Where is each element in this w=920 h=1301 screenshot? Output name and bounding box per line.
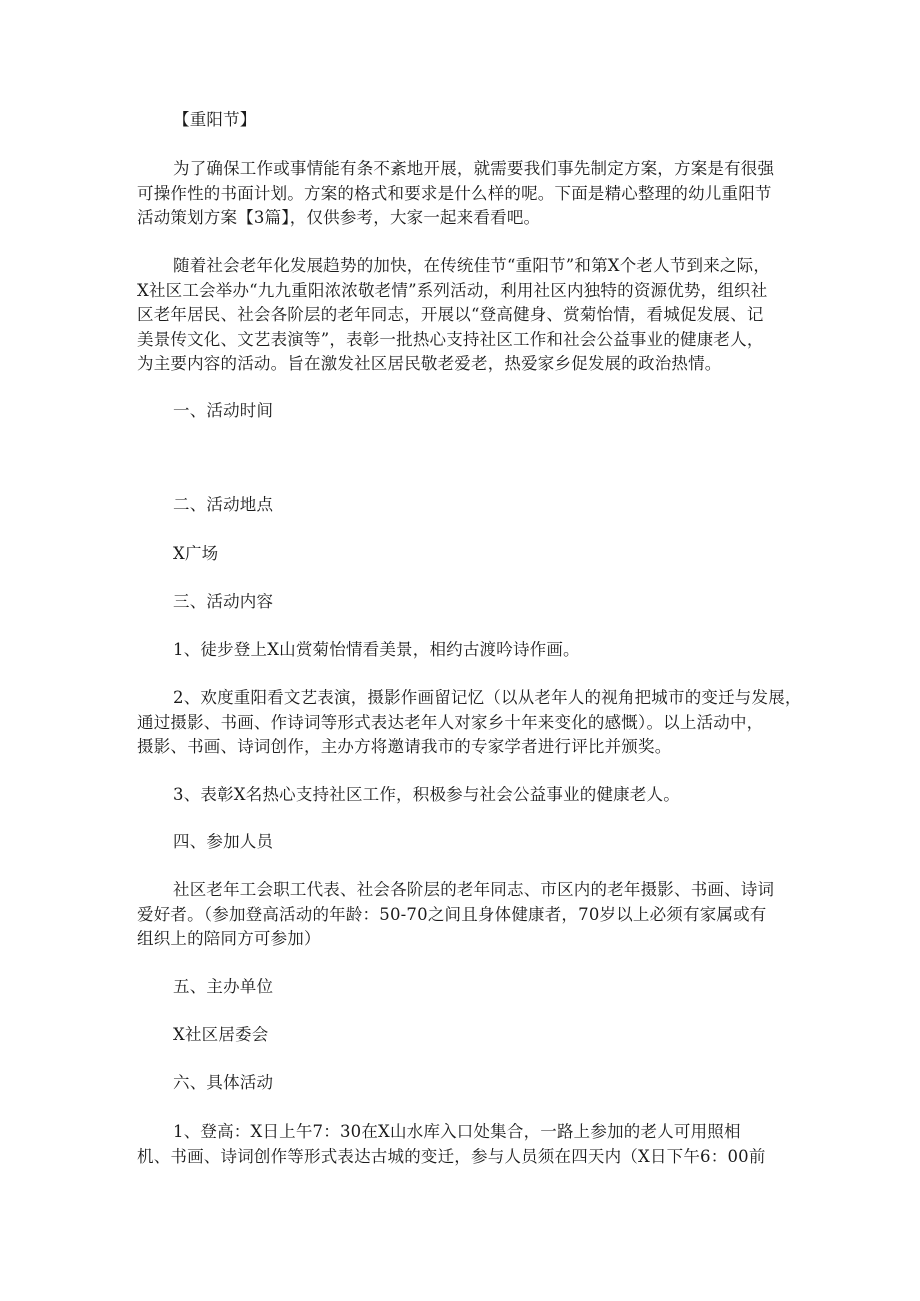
section-title-text: 六、具体活动 — [173, 1073, 274, 1092]
heading-text: 【重阳节】 — [173, 110, 257, 129]
background-line: X社区工会举办“九九重阳浓浓敬老情”系列活动，利用社区内独特的资源优势，组织社 — [137, 280, 768, 300]
body-line: 社区老年工会职工代表、社会各阶层的老年同志、市区内的老年摄影、书画、诗词 — [173, 880, 775, 899]
body-text: 1、徒步登上X山赏菊怡情看美景，相约古渡吟诗作画。 — [173, 640, 580, 659]
content-item-1 — [137, 638, 787, 663]
background-line: 区老年居民、社会各阶层的老年同志，开展以“登高健身、赏菊怡情，看城促发展、记 — [137, 305, 764, 324]
body-text: X广场 — [173, 544, 219, 563]
activities-item-1 — [137, 1120, 787, 1169]
background-line: 为主要内容的活动。旨在激发社区居民敬老爱老，热爱家乡促发展的政治热情。 — [137, 354, 722, 373]
section-title-time — [137, 399, 787, 424]
body-text: 3、表彰X名热心支持社区工作，积极参与社会公益事业的健康老人。 — [173, 785, 680, 804]
body-line: 2、欢度重阳看文艺表演，摄影作画留记忆（以从老年人的视角把城市的变迁与发展， — [173, 688, 802, 707]
section-title-text: 三、活动内容 — [173, 592, 274, 611]
body-line: 组织上的陪同方可参加） — [137, 929, 321, 948]
document-heading — [137, 108, 787, 133]
background-line: 美景传文化、文艺表演等”，表彰一批热心支持社区工作和社会公益事业的健康老人， — [137, 329, 764, 349]
body-line: 1、登高：X日上午7：30在X山水库入口处集合，一路上参加的老人可用照相 — [173, 1122, 741, 1141]
body-line: 爱好者。（参加登高活动的年龄：50-70之间且身体健康者，70岁以上必须有家属或有 — [137, 904, 767, 924]
intro-line: 可操作性的书面计划。方案的格式和要求是什么样的呢。下面是精心整理的幼儿重阳节 — [137, 183, 772, 203]
section-title-text: 二、活动地点 — [173, 495, 274, 514]
content-item-2 — [137, 686, 802, 760]
section-title-activities — [137, 1071, 787, 1096]
intro-line: 活动策划方案【3篇】，仅供参考，大家一起来看看吧。 — [137, 208, 541, 227]
background-line: 随着社会老年化发展趋势的加快，在传统佳节“重阳节”和第X个老人节到来之际， — [173, 256, 771, 275]
participants-body — [137, 878, 787, 952]
section-title-location — [137, 493, 787, 518]
content-item-3 — [137, 783, 787, 808]
background-paragraph — [137, 254, 787, 377]
organizer-body — [137, 1023, 787, 1048]
section-title-text: 四、参加人员 — [173, 832, 274, 851]
intro-paragraph — [137, 157, 787, 231]
section-title-text: 五、主办单位 — [173, 977, 274, 996]
section-title-participants — [137, 830, 787, 855]
intro-line: 为了确保工作或事情能有条不紊地开展，就需要我们事先制定方案，方案是有很强 — [173, 159, 775, 178]
body-text: X社区居委会 — [173, 1025, 269, 1044]
section-title-organizer — [137, 975, 787, 1000]
section-title-content — [137, 590, 787, 615]
body-line: 通过摄影、书画、作诗词等形式表达老年人对家乡十年来变化的感慨）。以上活动中， — [137, 712, 764, 732]
body-line: 摄影、书画、诗词创作，主办方将邀请我市的专家学者进行评比并颁奖。 — [137, 737, 672, 756]
location-body — [137, 542, 787, 567]
body-line: 机、书画、诗词创作等形式表达古城的变迁，参与人员须在四天内（X日下午6：00前 — [137, 1146, 766, 1166]
section-title-text: 一、活动时间 — [173, 401, 274, 420]
